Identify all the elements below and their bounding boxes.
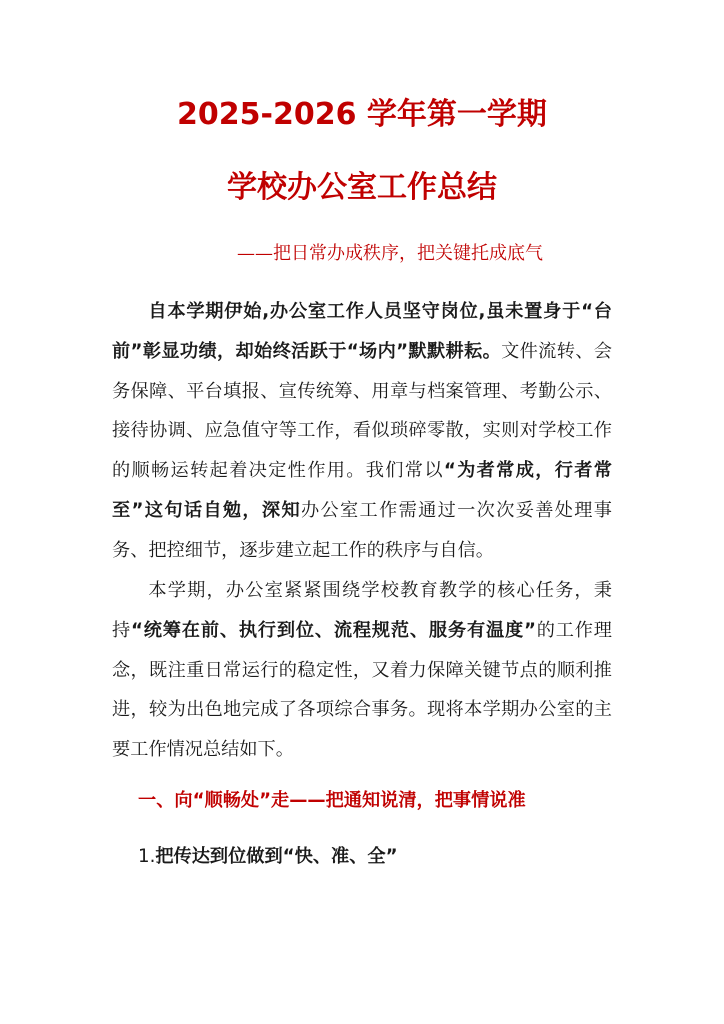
overview-text: 本学期，办公室紧紧围绕学校教育教学的核心任务，秉持 (112, 580, 612, 641)
subsection-heading-1 (138, 840, 398, 874)
document-subtitle: ——把日常办成秩序，把关键托成底气 (237, 243, 543, 264)
intro-bold-sentence: 自本学期伊始,办公室工作人员坚守岗位,虽未置身于“台前”彰显功绩，却始终活跃于“场内”默默耕耘。 (112, 301, 612, 362)
subsection-number: 1. (138, 846, 156, 867)
subsection-title: 把传达到位做到“快、准、全” (155, 846, 398, 867)
intro-closing-text: 办公室工作需通过一次次妥善处理事务、把控细节，逐步建立起工作的秩序与自信。 (112, 499, 612, 561)
overview-principles: “统筹在前、执行到位、流程规范、服务有温度” (131, 619, 536, 641)
intro-motto: “为者常成，行者常至”这句话自勉，深知 (112, 460, 612, 521)
intro-paragraph (112, 292, 612, 571)
section-heading-1: 一、向“顺畅处”走——把通知说清，把事情说准 (138, 790, 526, 811)
overview-closing-text: 的工作理念，既注重日常运行的稳定性，又着力保障关键节点的顺利推进，较为出色地完成了各项综合事务。现将本学期办公室的主要工作情况总结如下。 (112, 619, 612, 761)
overview-paragraph (112, 571, 612, 770)
document-title-line2: 学校办公室工作总结 (227, 170, 497, 205)
intro-text: 文件流转、会务保障、平台填报、宣传统筹、用章与档案管理、考勤公示、接待协调、应急值守等工作，看似琐碎零散，实则对学校工作的顺畅运转起着决定性作用。我们常以 (112, 340, 612, 482)
document-title-line1: 2025-2026 学年第一学期 (177, 97, 547, 132)
